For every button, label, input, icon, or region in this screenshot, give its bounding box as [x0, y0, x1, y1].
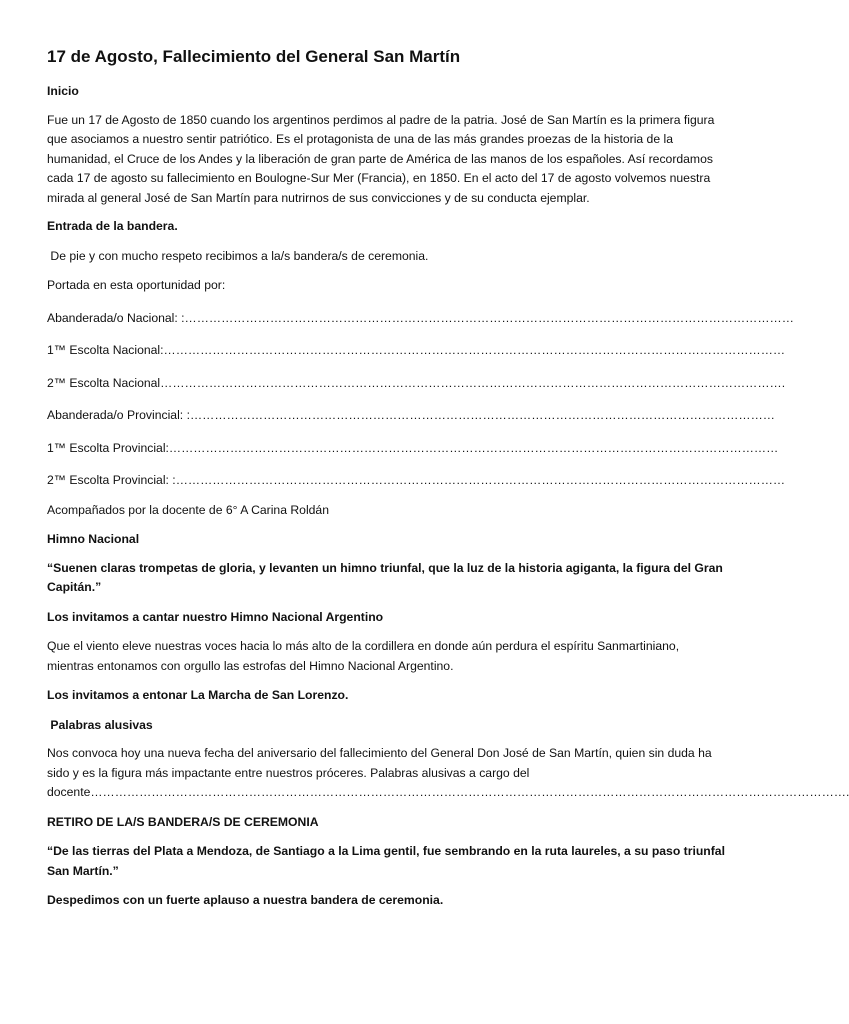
section-palabras-alusivas: Palabras alusivas — [47, 717, 153, 732]
recibimos-text: De pie y con mucho respeto recibimos a la/s bandera/s de ceremonia. — [47, 248, 429, 263]
escolta2-nacional-line: 2™ Escolta Nacional………………………………………………………………………………………………………………………………………. — [47, 375, 786, 390]
page-title: 17 de Agosto, Fallecimiento del General San Martín — [47, 47, 461, 66]
portada-text: Portada en esta oportunidad por: — [47, 278, 226, 292]
section-entrada-bandera: Entrada de la bandera. — [47, 219, 178, 233]
viento-paragraph: Que el viento eleve nuestras voces hacia lo más alto de la cordillera en donde aún perdura el espíritu Sanmartiniano, mientras entonamos con orgullo las estrofas del Himno Nacional Argentino. — [47, 639, 680, 673]
section-himno-nacional: Himno Nacional — [47, 532, 140, 546]
escolta2-provincial-line: 2™ Escolta Provincial: :…………………………………………………………………………………………………………………………………… — [47, 473, 786, 487]
intro-paragraph: Fue un 17 de Agosto de 1850 cuando los argentinos perdimos al padre de la patria. José de San Martín es la primera figura que asociamos a nuestro sentir patriótico. Es el protagonista de una de las más grandes proezas de la historia de la humanidad, el Cruce de los Andes y la liberación de gran parte de América de las manos de los españoles. Así recordamos cada 17 de agosto su fallecimiento en Boulogne-Sur Mer (Francia), en 1850. En el acto del 17 de agosto volvemos nuestra mirada al general José de San Martín para nutrirnos de sus convicciones y de su conducta ejemplar. — [47, 112, 715, 205]
himno-quote: “Suenen claras trompetas de gloria, y levanten un himno triunfal, que la luz de la historia agiganta, la figura del Gran Capitán.” — [47, 560, 723, 594]
section-retiro: RETIRO DE LA/S BANDERA/S DE CEREMONIA — [47, 814, 319, 829]
document-body — [47, 44, 849, 911]
abanderada-provincial-line: Abanderada/o Provincial: :……………………………………………………………………………………………………………………………… — [47, 408, 775, 422]
marcha-text: Los invitamos a entonar La Marcha de San Lorenzo. — [47, 688, 349, 702]
convoca-paragraph: Nos convoca hoy una nueva fecha del aniversario del fallecimiento del General Don José de San Martín, quien sin duda ha sido y es la figura más impactante entre nuestros próceres. Palabras alusivas a cargo del docente……………………………………………………………………………………………………………………………………………………………………. — [47, 746, 849, 799]
escolta1-nacional-line: 1™ Escolta Nacional:……………………………………………………………………………………………………………………………………… — [47, 343, 786, 357]
abanderada-nacional-line: Abanderada/o Nacional: :…………………………………………………………………………………………………………………………………… — [47, 310, 794, 325]
retiro-quote: “De las tierras del Plata a Mendoza, de Santiago a la Lima gentil, fue sembrando en la ruta laureles, a su paso triunfal San Martín.” — [47, 844, 725, 878]
despedimos-text: Despedimos con un fuerte aplauso a nuestra bandera de ceremonia. — [47, 893, 444, 907]
acompanados-text: Acompañados por la docente de 6° A Carina Roldán — [47, 502, 329, 517]
escolta1-provincial-line: 1™ Escolta Provincial:…………………………………………………………………………………………………………………………………… — [47, 440, 779, 455]
invitamos-himno: Los invitamos a cantar nuestro Himno Nacional Argentino — [47, 609, 384, 624]
section-inicio: Inicio — [47, 84, 79, 98]
